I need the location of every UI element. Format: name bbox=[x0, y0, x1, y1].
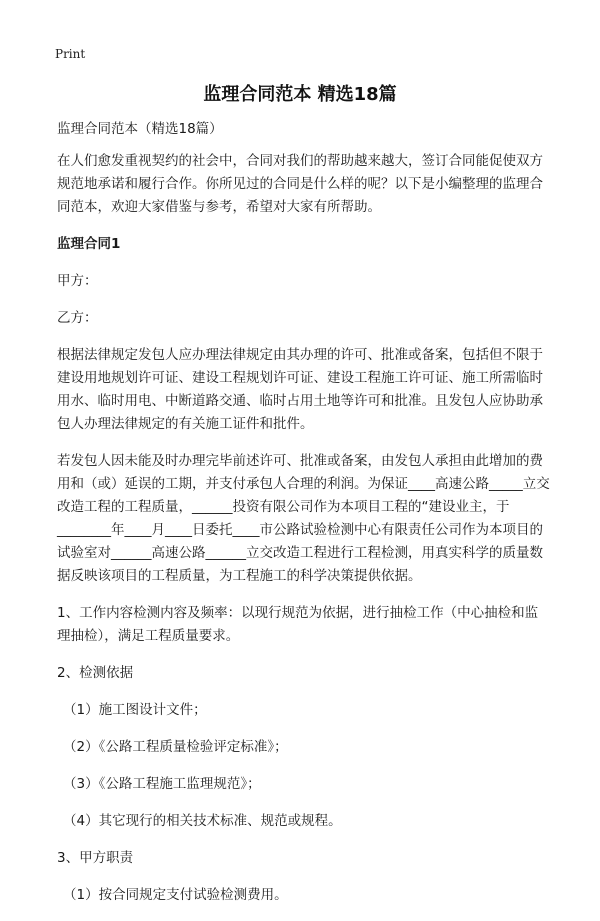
document-subtitle: 监理合同范本（精选18篇） bbox=[57, 121, 223, 137]
party-a-field: 甲方： bbox=[57, 273, 98, 289]
intro-paragraph: 在人们愈发重视契约的社会中，合同对我们的帮助越来越大，签订合同能促使双方规范地承诺和履行合作。你所见过的合同是什么样的呢？以下是小编整理的监理合同范本，欢迎大家借鉴与参考，希望对大家有所帮助。 bbox=[57, 153, 543, 215]
list-item: （3）《公路工程施工监理规范》； bbox=[63, 776, 261, 792]
list-item: 1、工作内容检测内容及频率：以现行规范为依据，进行抽检工作（中心抽检和监理抽检），满足工程质量要求。 bbox=[57, 605, 539, 644]
list-item: 2、检测依据 bbox=[57, 665, 134, 681]
document-body bbox=[57, 118, 550, 921]
list-item: （4）其它现行的相关技术标准、规范或规程。 bbox=[63, 813, 342, 829]
party-b-field: 乙方： bbox=[57, 310, 98, 326]
section-heading: 监理合同1 bbox=[57, 236, 121, 252]
clause-paragraph-1: 根据法律规定发包人应办理法律规定由其办理的许可、批准或备案，包括但不限于建设用地规划许可证、建设工程规划许可证、建设工程施工许可证、施工所需临时用水、临时用电、中断道路交通、临时占用土地等许可和批准。且发包人应协助承包人办理法律规定的有关施工证件和批件。 bbox=[57, 347, 543, 432]
page-title: 监理合同范本 精选18篇 bbox=[203, 84, 397, 105]
list-item: （2）《公路工程质量检验评定标准》； bbox=[63, 739, 288, 755]
list-item: （1）按合同规定支付试验检测费用。 bbox=[63, 887, 288, 903]
list-item: （1）施工图设计文件； bbox=[63, 702, 207, 718]
print-link[interactable]: Print bbox=[55, 47, 86, 61]
clause-paragraph-2: 若发包人因未能及时办理完毕前述许可、批准或备案，由发包人承担由此增加的费用和（或）延误的工期，并支付承包人合理的利润。为保证____高速公路_____立交改造工程的工程质量，______投资有限公司作为本项目工程的“建设业主，于________年____月____日委托____市公路试验检测中心有限责任公司作为本项目的试验室对______高速公路______立交改造工程进行工程检测，用真实科学的质量数据反映该项目的工程质量，为工程施工的科学决策提供依据。 bbox=[57, 453, 550, 584]
list-item: 3、甲方职责 bbox=[57, 850, 134, 866]
